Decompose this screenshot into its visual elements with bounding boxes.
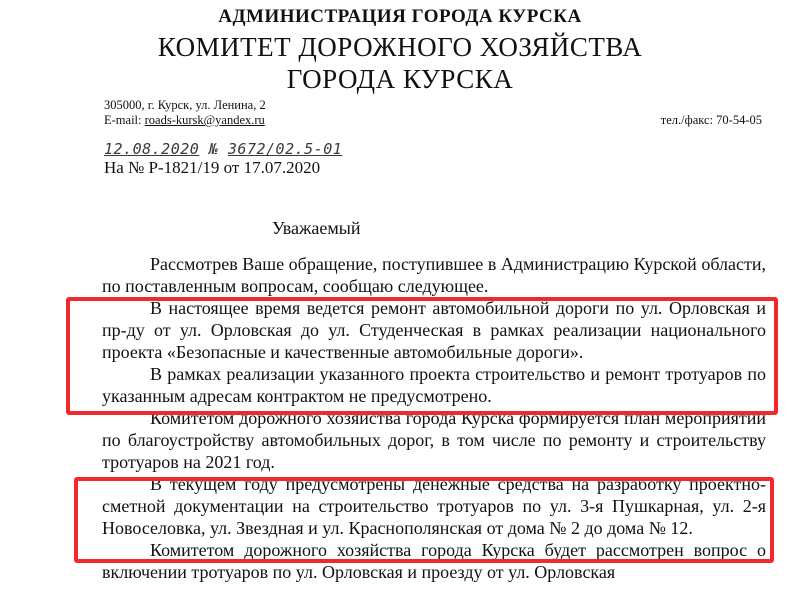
committee-title-line1: КОМИТЕТ ДОРОЖНОГО ХОЗЯЙСТВА <box>157 32 643 62</box>
paragraph: Комитетом дорожного хозяйства города Курска формируется план мероприятий по благоустройству автомобильных дорог, в том числе по ремонту и строительству тротуаров на 2021 год. <box>102 408 766 472</box>
letter-body <box>102 253 766 583</box>
greeting: Уважаемый <box>272 218 361 238</box>
administration-title: АДМИНИСТРАЦИЯ ГОРОДА КУРСКА <box>218 6 582 27</box>
outgoing-date: 12.08.2020 <box>104 140 200 158</box>
paragraph: В рамках реализации указанного проекта строительство и ремонт тротуаров по указанным адресам контрактом не предусмотрено. <box>102 364 766 406</box>
committee-title-line2: ГОРОДА КУРСКА <box>286 64 514 94</box>
email-line <box>104 113 266 128</box>
reference-number: На № Р-1821/19 от 17.07.2020 <box>104 158 321 177</box>
postal-address: 305000, г. Курск, ул. Ленина, 2 <box>104 98 266 112</box>
email-label: E-mail: <box>104 113 145 127</box>
paragraph: Рассмотрев Ваше обращение, поступившее в Администрацию Курской области, по поставленным вопросам, сообщаю следующее. <box>102 254 766 296</box>
paragraph: В настоящее время ведется ремонт автомобильной дороги по ул. Орловская и пр-ду от ул. Орловская до ул. Студенческая в рамках реализации национального проекта «Безопасные и качественные автомобильные дороги». <box>102 298 766 362</box>
address-block <box>104 98 266 128</box>
paragraph: Комитетом дорожного хозяйства города Курска будет рассмотрен вопрос о включении тротуаров по ул. Орловская и проезду от ул. Орловская <box>102 540 766 582</box>
email-link[interactable]: roads-kursk@yandex.ru <box>144 113 265 127</box>
number-sign: № <box>208 140 219 158</box>
paragraph: В текущем году предусмотрены денежные средства на разработку проектно-сметной документации на строительство тротуаров по ул. 3-я Пушкарная, ул. 2-я Новоселовка, ул. Звездная и ул. Краснополянская от дома № 2 до дома № 12. <box>102 474 766 538</box>
outgoing-reg-number: 3672/02.5-01 <box>227 140 343 158</box>
phone-fax: тел./факс: 70-54-05 <box>660 113 762 127</box>
outgoing-number <box>104 140 342 158</box>
